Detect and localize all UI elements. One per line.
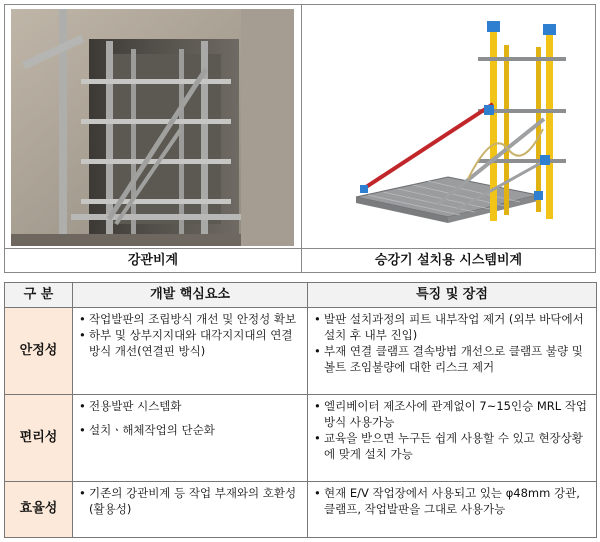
table-header-row [5,283,597,308]
table-row-convenience [5,394,597,481]
header-category: 구 분 [5,283,73,308]
photo-strip [4,4,596,273]
core-cell-convenience [73,394,308,481]
feature-item: • 부재 연결 클램프 결속방법 개선으로 클램프 불량 및 볼트 조임불량에 대한 리스크 제거 [310,343,594,375]
caption-steel-pipe-scaffold: 강관비계 [5,248,301,273]
feature-item: • 현재 E/V 작업장에서 사용되고 있는 φ48mm 강관, 클램프, 작업발판을 그대로 사용가능 [310,485,594,517]
core-item: • 작업발판의 조립방식 개선 및 안정성 확보 [75,311,305,327]
core-item: • 기존의 강관비계 등 작업 부재와의 호환성(활용성) [75,485,305,517]
feature-table [4,282,597,538]
feature-cell-safety [308,308,597,395]
elevator-system-scaffold-render [308,9,591,246]
category-convenience: 편리성 [5,394,73,481]
core-cell-efficiency [73,481,308,537]
feature-item: • 교육을 받으면 누구든 쉽게 사용할 수 있고 현장상황에 맞게 설치 가능 [310,430,594,462]
header-features: 특징 및 장점 [308,283,597,308]
category-safety: 안정성 [5,308,73,395]
table-row-efficiency [5,481,597,537]
feature-cell-efficiency [308,481,597,537]
core-item: • 설치ㆍ해체작업의 단순화 [75,422,305,438]
core-item: • 전용발판 시스템화 [75,398,305,414]
feature-cell-convenience [308,394,597,481]
core-cell-safety [73,308,308,395]
caption-elevator-system-scaffold: 승강기 설치용 시스템비계 [302,248,595,273]
steel-pipe-scaffold-photo [11,9,294,246]
table-row-safety [5,308,597,395]
header-core-elements: 개발 핵심요소 [73,283,308,308]
feature-item: • 엘리베이터 제조사에 관계없이 7~15인승 MRL 작업방식 사용가능 [310,398,594,430]
photo-cell-steel-pipe-scaffold [5,5,302,272]
category-efficiency: 효율성 [5,481,73,537]
feature-item: • 발판 설치과정의 피트 내부작업 제거 (외부 바닥에서 설치 후 내부 진입) [310,311,594,343]
core-item: • 하부 및 상부지지대와 대각지지대의 연결방식 개선(연결핀 방식) [75,327,305,359]
photo-cell-elevator-system-scaffold [302,5,595,272]
